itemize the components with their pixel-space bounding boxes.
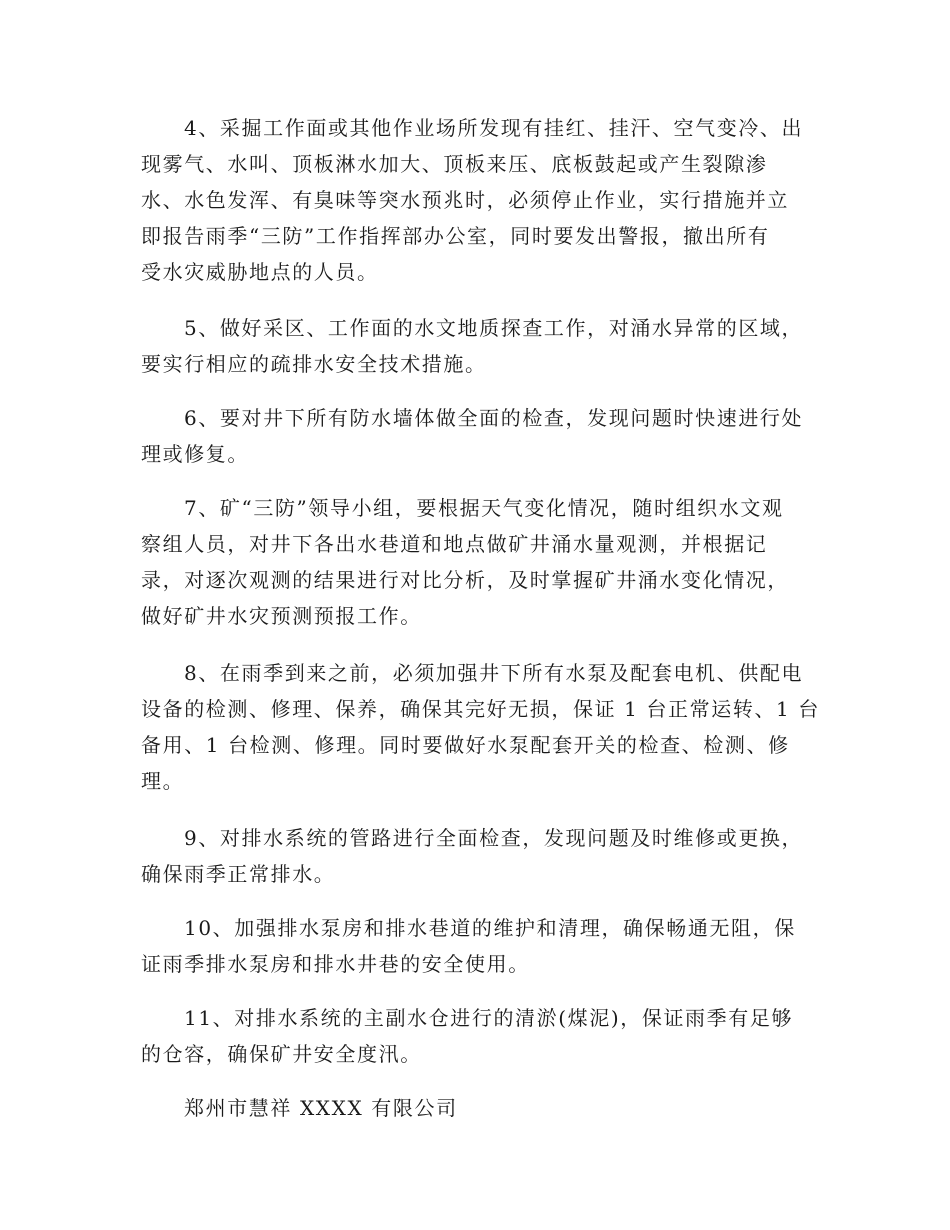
paragraph-line: 8、在雨季到来之前，必须加强井下所有水泵及配套电机、供配电 xyxy=(184,661,804,685)
paragraph-line: 察组人员，对井下各出水巷道和地点做矿井涌水量观测，并根据记 xyxy=(141,532,768,556)
paragraph-line: 确保雨季正常排水。 xyxy=(141,862,336,886)
paragraph-item-9 xyxy=(141,820,813,892)
paragraph-line: 做好矿井水灾预测预报工作。 xyxy=(141,604,422,628)
paragraph-item-4 xyxy=(141,110,813,290)
paragraph-line: 水、水色发浑、有臭味等突水预兆时，必须停止作业，实行措施并立 xyxy=(141,188,789,212)
paragraph-line: 5、做好采区、工作面的水文地质探查工作，对涌水异常的区域， xyxy=(184,316,804,340)
paragraph-line: 的仓容，确保矿井安全度汛。 xyxy=(141,1042,422,1066)
paragraph-line: 要实行相应的疏排水安全技术措施。 xyxy=(141,352,487,376)
paragraph-item-10 xyxy=(141,910,813,982)
paragraph-line: 11、对排水系统的主副水仓进行的清淤(煤泥)，保证雨季有足够 xyxy=(184,1006,794,1030)
paragraph-line: 理。 xyxy=(141,769,185,793)
paragraph-item-11 xyxy=(141,1000,813,1072)
paragraph-line: 4、采掘工作面或其他作业场所发现有挂红、挂汗、空气变冷、出 xyxy=(184,116,804,140)
paragraph-item-6 xyxy=(141,400,813,472)
paragraph-line: 备用、1 台检测、修理。同时要做好水泵配套开关的检查、检测、修 xyxy=(141,733,790,757)
paragraph-item-5 xyxy=(141,310,813,382)
paragraph-line: 7、矿“三防”领导小组，要根据天气变化情况，随时组织水文观 xyxy=(184,496,784,520)
paragraph-line: 即报告雨季“三防”工作指挥部办公室，同时要发出警报，撤出所有 xyxy=(141,224,770,248)
paragraph-line: 设备的检测、修理、保养，确保其完好无损，保证 1 台正常运转、1 台 xyxy=(141,697,820,721)
paragraph-line: 6、要对井下所有防水墙体做全面的检查，发现问题时快速进行处 xyxy=(184,406,804,430)
paragraph-item-7 xyxy=(141,490,813,634)
paragraph-line: 录，对逐次观测的结果进行对比分析，及时掌握矿井涌水变化情况， xyxy=(141,568,789,592)
paragraph-line: 理或修复。 xyxy=(141,442,249,466)
paragraph-line: 10、加强排水泵房和排水巷道的维护和清理，确保畅通无阻，保 xyxy=(184,916,796,940)
paragraph-item-8 xyxy=(141,655,820,799)
paragraph-line: 9、对排水系统的管路进行全面检查，发现问题及时维修或更换， xyxy=(184,826,804,850)
paragraph-line: 证雨季排水泵房和排水井巷的安全使用。 xyxy=(141,952,530,976)
paragraph-line: 现雾气、水叫、顶板淋水加大、顶板来压、底板鼓起或产生裂隙渗 xyxy=(141,152,768,176)
paragraph-line: 受水灾威胁地点的人员。 xyxy=(141,260,379,284)
company-name: 郑州市慧祥 XXXX 有限公司 xyxy=(184,1096,458,1120)
